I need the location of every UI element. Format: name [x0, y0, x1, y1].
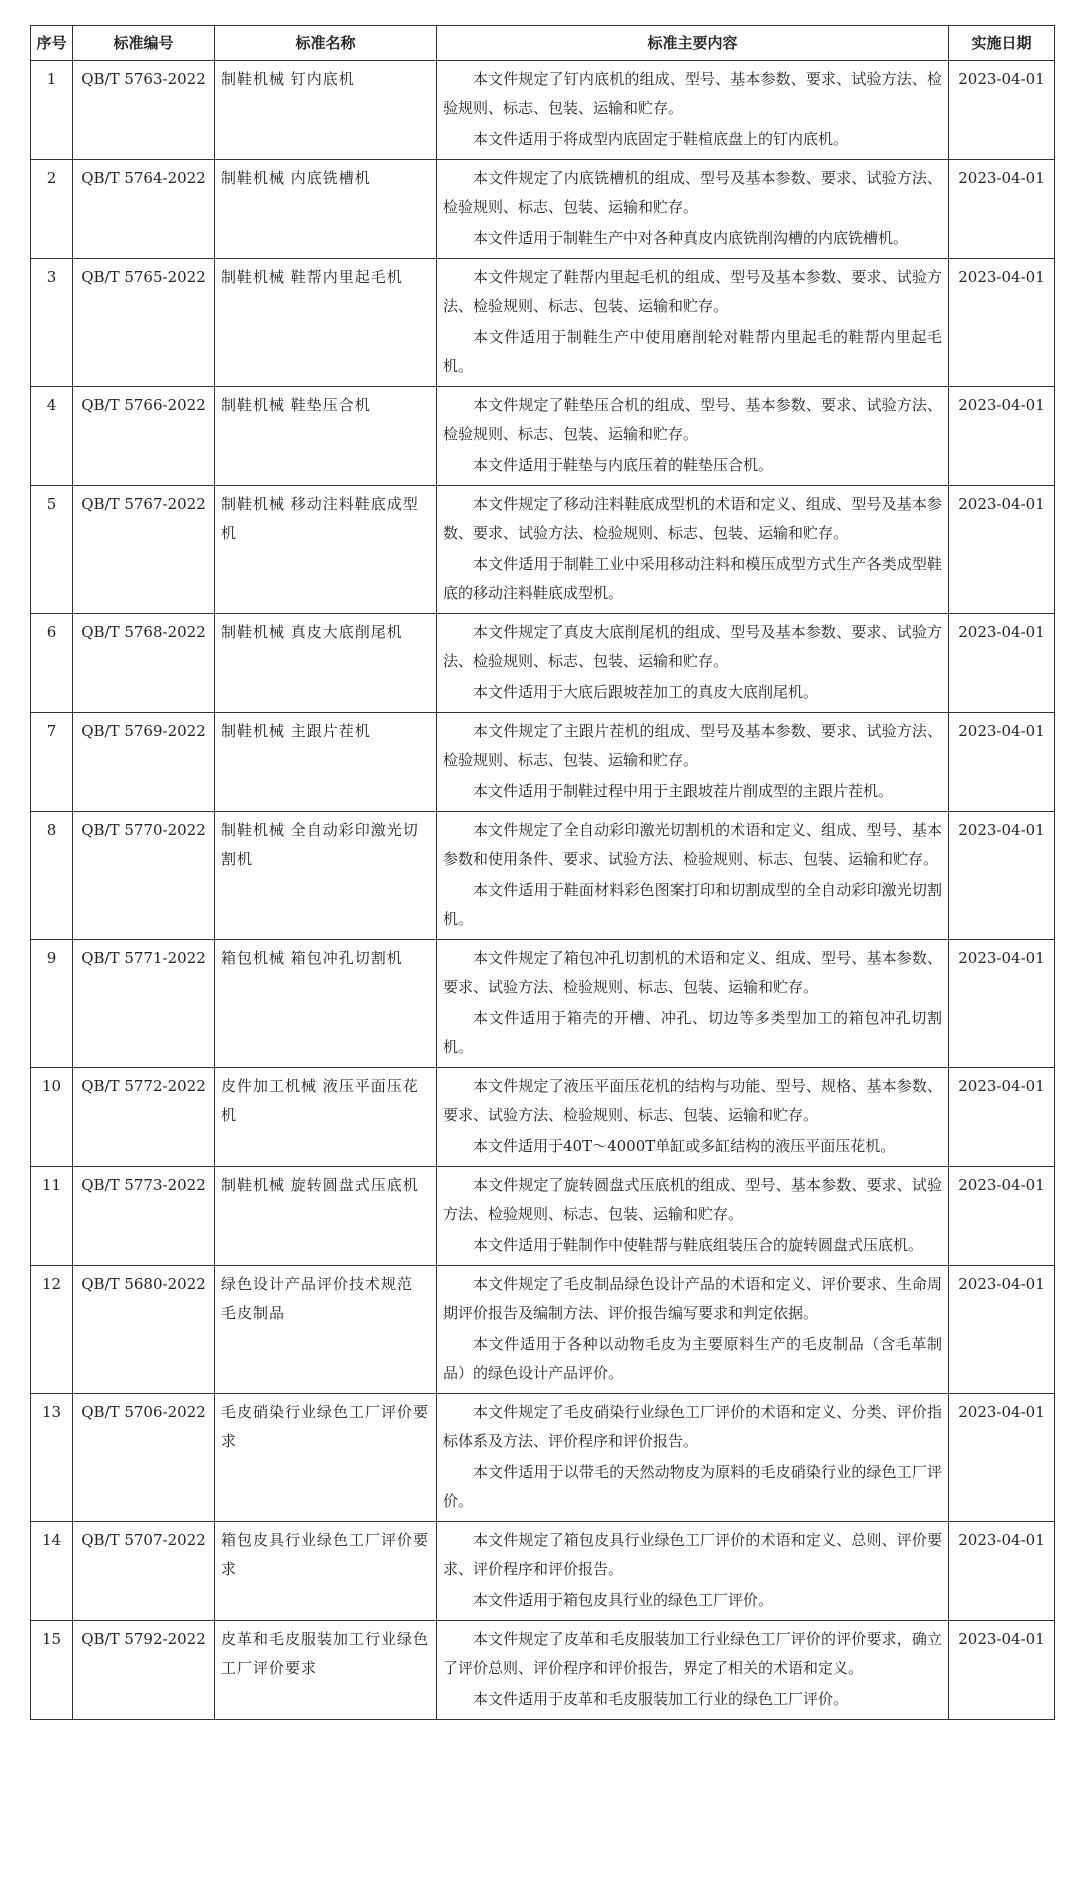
implementation-date: 2023-04-01 [949, 1522, 1055, 1621]
content-paragraph: 本文件适用于箱壳的开槽、冲孔、切边等多类型加工的箱包冲孔切割机。 [443, 1009, 942, 1056]
standard-content [437, 1394, 949, 1522]
table-row [31, 1068, 1055, 1167]
standard-code: QB/T 5680-2022 [73, 1266, 215, 1394]
implementation-date: 2023-04-01 [949, 486, 1055, 614]
content-paragraph: 本文件规定了毛皮硝染行业绿色工厂评价的术语和定义、分类、评价指标体系及方法、评价程序和评价报告。 [443, 1403, 942, 1450]
table-row [31, 61, 1055, 160]
implementation-date: 2023-04-01 [949, 713, 1055, 812]
standard-name: 皮件加工机械 液压平面压花机 [215, 1068, 437, 1167]
standard-code: QB/T 5767-2022 [73, 486, 215, 614]
content-paragraph: 本文件适用于将成型内底固定于鞋楦底盘上的钉内底机。 [473, 130, 849, 148]
row-number: 13 [31, 1394, 73, 1522]
table-row [31, 1394, 1055, 1522]
standard-name: 制鞋机械 主跟片茬机 [215, 713, 437, 812]
content-paragraph: 本文件适用于鞋垫与内底压着的鞋垫压合机。 [473, 456, 774, 474]
standard-code: QB/T 5764-2022 [73, 160, 215, 259]
standard-content [437, 1167, 949, 1266]
row-number: 9 [31, 940, 73, 1068]
implementation-date: 2023-04-01 [949, 1394, 1055, 1522]
header-row [31, 26, 1055, 61]
row-number: 12 [31, 1266, 73, 1394]
implementation-date: 2023-04-01 [949, 1266, 1055, 1394]
standard-name: 制鞋机械 鞋垫压合机 [215, 387, 437, 486]
row-number: 3 [31, 259, 73, 387]
standard-code: QB/T 5771-2022 [73, 940, 215, 1068]
header-content: 标准主要内容 [437, 26, 949, 61]
header-name: 标准名称 [215, 26, 437, 61]
table-row [31, 1266, 1055, 1394]
standard-code: QB/T 5773-2022 [73, 1167, 215, 1266]
standard-code: QB/T 5766-2022 [73, 387, 215, 486]
table-row [31, 614, 1055, 713]
table-row [31, 1167, 1055, 1266]
implementation-date: 2023-04-01 [949, 160, 1055, 259]
standard-code: QB/T 5765-2022 [73, 259, 215, 387]
content-paragraph: 本文件适用于箱包皮具行业的绿色工厂评价。 [473, 1591, 774, 1609]
content-paragraph: 本文件适用于制鞋过程中用于主跟坡茬片削成型的主跟片茬机。 [473, 782, 894, 800]
content-paragraph: 本文件规定了旋转圆盘式压底机的组成、型号、基本参数、要求、试验方法、检验规则、标志、包装、运输和贮存。 [443, 1176, 942, 1223]
header-no: 序号 [31, 26, 73, 61]
row-number: 8 [31, 812, 73, 940]
content-paragraph: 本文件适用于制鞋生产中对各种真皮内底铣削沟槽的内底铣槽机。 [473, 229, 909, 247]
content-paragraph: 本文件规定了全自动彩印激光切割机的术语和定义、组成、型号、基本参数和使用条件、要求、试验方法、检验规则、标志、包装、运输和贮存。 [443, 821, 942, 868]
standard-name: 箱包机械 箱包冲孔切割机 [215, 940, 437, 1068]
content-paragraph: 本文件适用于皮革和毛皮服装加工行业的绿色工厂评价。 [473, 1690, 849, 1708]
table-row [31, 1522, 1055, 1621]
implementation-date: 2023-04-01 [949, 61, 1055, 160]
standard-content [437, 812, 949, 940]
header-date: 实施日期 [949, 26, 1055, 61]
standard-name: 制鞋机械 真皮大底削尾机 [215, 614, 437, 713]
standard-content [437, 1522, 949, 1621]
standard-name: 皮革和毛皮服装加工行业绿色工厂评价要求 [215, 1621, 437, 1720]
standard-code: QB/T 5706-2022 [73, 1394, 215, 1522]
implementation-date: 2023-04-01 [949, 387, 1055, 486]
standard-content [437, 1068, 949, 1167]
standard-content [437, 713, 949, 812]
standard-code: QB/T 5769-2022 [73, 713, 215, 812]
standard-content [437, 486, 949, 614]
standard-code: QB/T 5772-2022 [73, 1068, 215, 1167]
standard-content [437, 1621, 949, 1720]
row-number: 4 [31, 387, 73, 486]
content-paragraph: 本文件适用于制鞋工业中采用移动注料和模压成型方式生产各类成型鞋底的移动注料鞋底成型机。 [443, 555, 942, 602]
standard-content [437, 61, 949, 160]
table-row [31, 387, 1055, 486]
row-number: 14 [31, 1522, 73, 1621]
implementation-date: 2023-04-01 [949, 259, 1055, 387]
standard-code: QB/T 5792-2022 [73, 1621, 215, 1720]
standard-name: 制鞋机械 移动注料鞋底成型机 [215, 486, 437, 614]
content-paragraph: 本文件适用于鞋面材料彩色图案打印和切割成型的全自动彩印激光切割机。 [443, 881, 942, 928]
standard-name: 绿色设计产品评价技术规范 毛皮制品 [215, 1266, 437, 1394]
implementation-date: 2023-04-01 [949, 1167, 1055, 1266]
standard-content [437, 160, 949, 259]
content-paragraph: 本文件规定了鞋垫压合机的组成、型号、基本参数、要求、试验方法、检验规则、标志、包装、运输和贮存。 [443, 396, 942, 443]
standard-content [437, 1266, 949, 1394]
implementation-date: 2023-04-01 [949, 940, 1055, 1068]
standard-name: 制鞋机械 旋转圆盘式压底机 [215, 1167, 437, 1266]
row-number: 15 [31, 1621, 73, 1720]
standard-code: QB/T 5770-2022 [73, 812, 215, 940]
standard-content [437, 940, 949, 1068]
standard-name: 毛皮硝染行业绿色工厂评价要求 [215, 1394, 437, 1522]
content-paragraph: 本文件规定了箱包冲孔切割机的术语和定义、组成、型号、基本参数、要求、试验方法、检验规则、标志、包装、运输和贮存。 [443, 949, 942, 996]
content-paragraph: 本文件规定了内底铣槽机的组成、型号及基本参数、要求、试验方法、检验规则、标志、包装、运输和贮存。 [443, 169, 942, 216]
content-paragraph: 本文件规定了皮革和毛皮服装加工行业绿色工厂评价的评价要求，确立了评价总则、评价程序和评价报告，界定了相关的术语和定义。 [443, 1630, 942, 1677]
table-row [31, 160, 1055, 259]
row-number: 6 [31, 614, 73, 713]
implementation-date: 2023-04-01 [949, 614, 1055, 713]
header-code: 标准编号 [73, 26, 215, 61]
standard-content [437, 387, 949, 486]
content-paragraph: 本文件规定了毛皮制品绿色设计产品的术语和定义、评价要求、生命周期评价报告及编制方法、评价报告编写要求和判定依据。 [443, 1275, 942, 1322]
standard-name: 制鞋机械 内底铣槽机 [215, 160, 437, 259]
table-header [31, 26, 1055, 61]
content-paragraph: 本文件适用于40T～4000T单缸或多缸结构的液压平面压花机。 [473, 1137, 896, 1155]
content-paragraph: 本文件规定了真皮大底削尾机的组成、型号及基本参数、要求、试验方法、检验规则、标志、包装、运输和贮存。 [443, 623, 942, 670]
standard-code: QB/T 5707-2022 [73, 1522, 215, 1621]
table-row [31, 713, 1055, 812]
content-paragraph: 本文件规定了液压平面压花机的结构与功能、型号、规格、基本参数、要求、试验方法、检验规则、标志、包装、运输和贮存。 [443, 1077, 942, 1124]
row-number: 11 [31, 1167, 73, 1266]
row-number: 5 [31, 486, 73, 614]
row-number: 10 [31, 1068, 73, 1167]
standard-name: 箱包皮具行业绿色工厂评价要求 [215, 1522, 437, 1621]
row-number: 2 [31, 160, 73, 259]
content-paragraph: 本文件规定了钉内底机的组成、型号、基本参数、要求、试验方法、检验规则、标志、包装、运输和贮存。 [443, 70, 942, 117]
implementation-date: 2023-04-01 [949, 812, 1055, 940]
content-paragraph: 本文件适用于各种以动物毛皮为主要原料生产的毛皮制品（含毛革制品）的绿色设计产品评价。 [443, 1335, 942, 1382]
content-paragraph: 本文件规定了鞋帮内里起毛机的组成、型号及基本参数、要求、试验方法、检验规则、标志、包装、运输和贮存。 [443, 268, 942, 315]
standard-name: 制鞋机械 钉内底机 [215, 61, 437, 160]
row-number: 1 [31, 61, 73, 160]
content-paragraph: 本文件规定了主跟片茬机的组成、型号及基本参数、要求、试验方法、检验规则、标志、包装、运输和贮存。 [443, 722, 942, 769]
table-row [31, 940, 1055, 1068]
content-paragraph: 本文件适用于以带毛的天然动物皮为原料的毛皮硝染行业的绿色工厂评价。 [443, 1463, 942, 1510]
content-paragraph: 本文件适用于制鞋生产中使用磨削轮对鞋帮内里起毛的鞋帮内里起毛机。 [443, 328, 942, 375]
table-row [31, 1621, 1055, 1720]
row-number: 7 [31, 713, 73, 812]
table-row [31, 812, 1055, 940]
content-paragraph: 本文件规定了箱包皮具行业绿色工厂评价的术语和定义、总则、评价要求、评价程序和评价报告。 [443, 1531, 942, 1578]
implementation-date: 2023-04-01 [949, 1068, 1055, 1167]
standard-code: QB/T 5768-2022 [73, 614, 215, 713]
implementation-date: 2023-04-01 [949, 1621, 1055, 1720]
content-paragraph: 本文件规定了移动注料鞋底成型机的术语和定义、组成、型号及基本参数、要求、试验方法、检验规则、标志、包装、运输和贮存。 [443, 495, 942, 542]
table-row [31, 486, 1055, 614]
standard-name: 制鞋机械 全自动彩印激光切割机 [215, 812, 437, 940]
standards-table [30, 25, 1055, 1720]
table-body [31, 61, 1055, 1720]
standard-name: 制鞋机械 鞋帮内里起毛机 [215, 259, 437, 387]
table-row [31, 259, 1055, 387]
standard-code: QB/T 5763-2022 [73, 61, 215, 160]
standard-content [437, 259, 949, 387]
standard-content [437, 614, 949, 713]
content-paragraph: 本文件适用于大底后跟坡茬加工的真皮大底削尾机。 [473, 683, 819, 701]
content-paragraph: 本文件适用于鞋制作中使鞋帮与鞋底组装压合的旋转圆盘式压底机。 [473, 1236, 924, 1254]
